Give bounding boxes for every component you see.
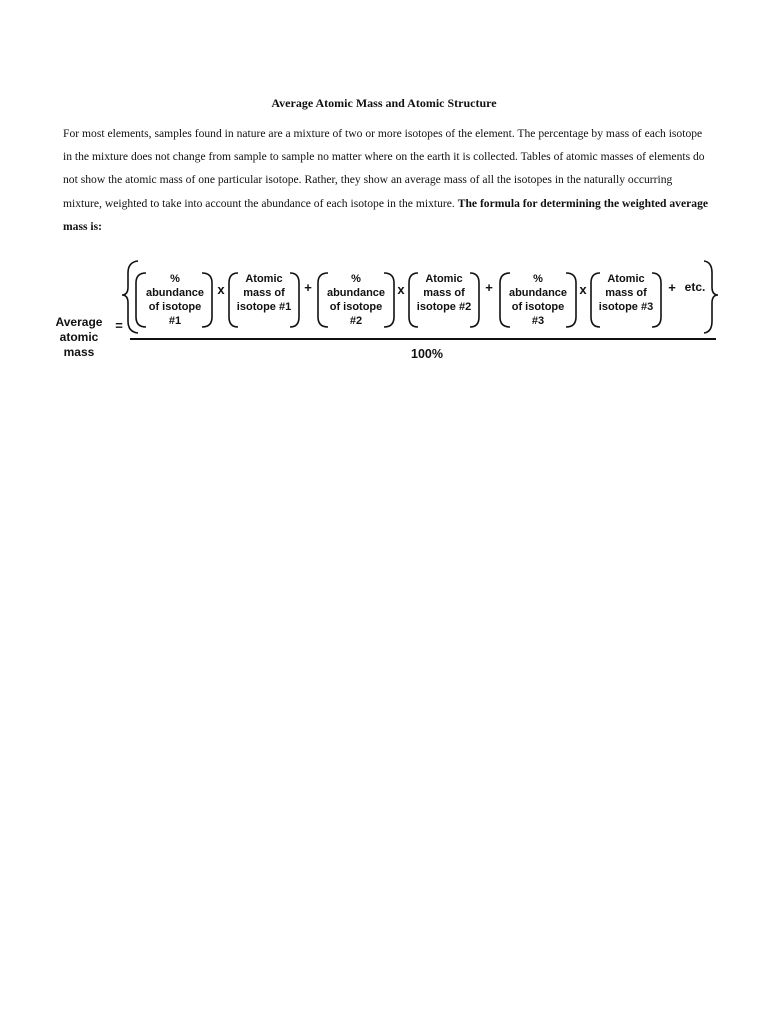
abundance-line: of isotope [148,301,202,313]
left-paren [136,273,146,327]
left-paren [409,273,418,327]
times-sign: x [579,282,587,297]
denominator: 100% [411,347,443,361]
abundance-group-3 [500,273,576,327]
term-group-3 [500,273,661,327]
abundance-line: #2 [349,315,363,327]
abundance-group-1 [136,273,212,327]
left-paren [500,273,510,327]
formula-svg [0,255,768,375]
mass-line: Atomic [245,273,283,285]
right-paren [202,273,212,327]
plus-sign: + [485,280,493,295]
lhs-line-2: atomic [59,330,99,344]
paragraph-bold-text: The formula for determining the weighted average mass is: [63,196,709,233]
intro-paragraph [63,122,713,238]
mass-line: isotope #2 [416,301,472,313]
mass-group-3 [591,273,661,327]
abundance-line: #3 [531,315,545,327]
left-paren [229,273,238,327]
equals-sign: = [115,318,123,333]
abundance-line: of isotope [511,301,565,313]
lhs-line-3: mass [63,345,95,359]
mass-group-2 [409,273,479,327]
right-paren [652,273,661,327]
mass-line: isotope #3 [598,301,654,313]
abundance-line: #1 [168,315,182,327]
left-paren [591,273,600,327]
etc-label: etc. [684,280,706,294]
lhs-line-1: Average [55,315,103,329]
paragraph-text: For most elements, samples found in nature are a mixture of two or more isotopes of the element. The percentage by mass of each isotope in the mixture does not change from sample to sample no matter where on the earth it is collected. Tables of atomic masses of elements do not show the atomic mass of one particular isotope. Rather, they show an average mass of all the isotopes in the naturally occurring mixture, weighted to take into account the abundance of each isotope in the mixture. [63,127,705,210]
times-sign: x [397,282,405,297]
right-curly-brace [704,261,718,333]
abundance-line: abundance [145,287,205,299]
weighted-average-formula [0,255,768,375]
mass-line: mass of [605,287,647,299]
right-paren [384,273,394,327]
right-paren [470,273,479,327]
page-title: Average Atomic Mass and Atomic Structure [271,96,497,110]
mass-line: mass of [423,287,465,299]
term-group-2 [318,273,479,327]
abundance-line: % [351,273,361,285]
abundance-line: abundance [508,287,568,299]
right-paren [566,273,576,327]
abundance-line: of isotope [329,301,383,313]
plus-sign: + [668,280,676,295]
times-sign: x [217,282,225,297]
mass-line: Atomic [607,273,645,285]
mass-line: Atomic [425,273,463,285]
mass-line: mass of [243,287,285,299]
abundance-line: abundance [326,287,386,299]
abundance-line: % [170,273,180,285]
mass-line: isotope #1 [236,301,292,313]
right-paren [290,273,299,327]
plus-sign: + [304,280,312,295]
mass-group-1 [229,273,299,327]
left-paren [318,273,328,327]
term-group-1 [136,273,299,327]
abundance-line: % [533,273,543,285]
abundance-group-2 [318,273,394,327]
